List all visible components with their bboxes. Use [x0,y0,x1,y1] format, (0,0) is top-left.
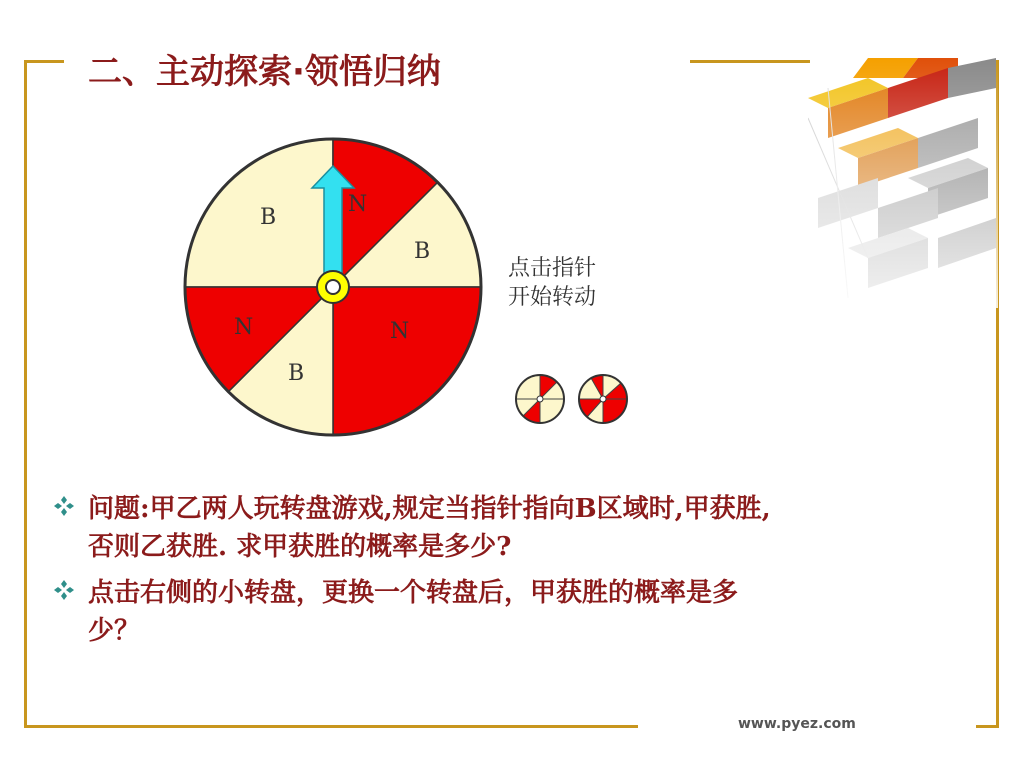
title-separator: · [292,52,305,92]
label-left-lower: N [234,315,254,340]
sector-right-lower-n [333,287,481,435]
bullet-instruction-line2: 少？ [88,616,141,646]
frame-bottom-right [976,725,999,728]
bullet-question [52,490,982,566]
label-right-lower: N [390,319,410,344]
bullet-list [52,490,982,658]
bullet-instruction [52,574,982,650]
title-part2: 领悟归纳 [304,52,441,92]
sector-top-left-b [185,139,333,287]
mini-spinner-2[interactable] [577,373,629,425]
page-title [88,44,441,93]
spin-hint [508,254,596,312]
bullet-instruction-line1: 点击右侧的小转盘，更换一个转盘后，甲获胜的概率是多 [88,578,739,608]
hint-line2: 开始转动 [508,285,597,310]
frame-bottom [24,725,638,728]
bullet-question-line2: 否则乙获胜. 求甲获胜的概率是多少? [88,532,512,562]
label-top-left: B [260,205,277,230]
decorative-blocks-image [808,58,998,308]
frame-top-right [690,60,810,63]
frame-left [24,60,27,728]
label-bottom-left: B [288,361,305,386]
spinner-wheel[interactable] [182,136,484,438]
footer-url: www.pyez.com [738,716,856,732]
label-right-upper: B [414,239,431,264]
title-part1: 二、主动探索 [88,52,292,92]
diamond-bullet-icon [52,494,76,518]
frame-top-left [24,60,64,63]
label-top-right-narrow: N [348,192,368,217]
mini-spinner-1[interactable] [514,373,566,425]
diamond-bullet-icon [52,578,76,602]
hint-line1: 点击指针 [508,256,597,281]
bullet-question-line1: 问题:甲乙两人玩转盘游戏,规定当指针指向B区域时,甲获胜, [88,494,771,524]
